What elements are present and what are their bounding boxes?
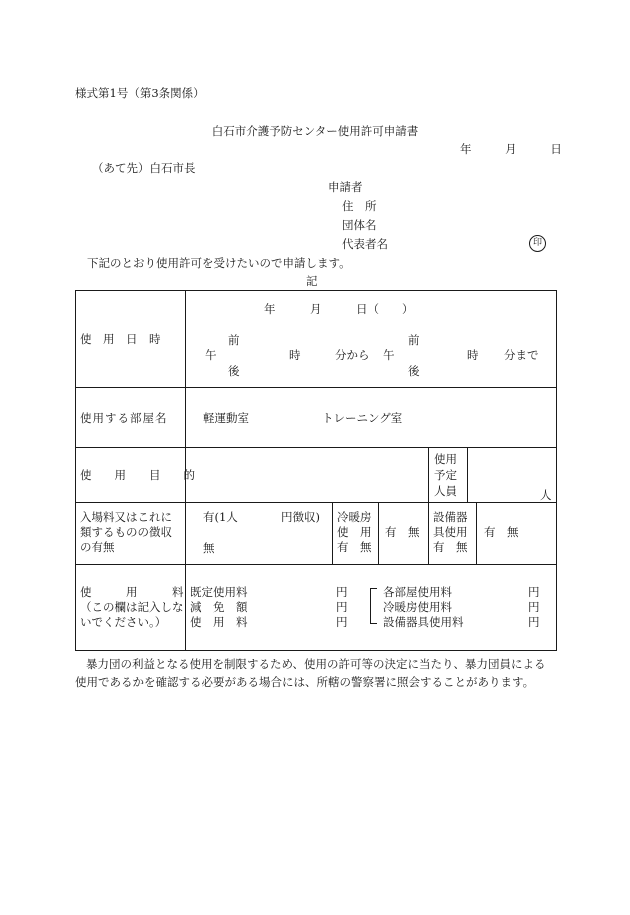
detail-row-unit: 円 bbox=[528, 585, 540, 599]
ac-label-1: 冷暖房 bbox=[337, 510, 372, 524]
hour-1: 時 bbox=[289, 348, 301, 362]
ac-value[interactable]: 有 無 bbox=[385, 525, 420, 539]
fee-yen-collected: 円徴収) bbox=[281, 510, 320, 524]
planned-label-1: 使用 bbox=[434, 452, 457, 466]
date-month: 月 bbox=[505, 142, 517, 156]
room-option-training[interactable]: トレーニング室 bbox=[322, 411, 403, 425]
table-divider bbox=[428, 447, 429, 502]
seal-mark: 印 bbox=[529, 235, 546, 252]
charge-row-label: 減 免 額 bbox=[190, 600, 248, 614]
fee-yes[interactable]: 有(1人 bbox=[203, 510, 238, 524]
detail-bracket bbox=[370, 588, 377, 624]
detail-row-unit: 円 bbox=[528, 615, 540, 629]
minute-until: 分まで bbox=[504, 348, 539, 362]
minute-from: 分から bbox=[335, 348, 370, 362]
footer-note: 暴力団の利益となる使用を制限するため、使用の許可等の決定に当たり、暴力団員による使用であるかを確認する必要がある場合には、所轄の警察署に照会することがあります。 bbox=[75, 657, 546, 689]
equip-label-1: 設備器 bbox=[433, 510, 468, 524]
table-divider bbox=[75, 502, 556, 503]
equip-label-3: 有 無 bbox=[433, 540, 468, 554]
charge-label-1: 使 用 料 bbox=[80, 585, 184, 599]
date-row: 年 月 日（ ） bbox=[264, 302, 414, 316]
table-divider bbox=[332, 502, 333, 564]
addressee: （あて先）白石市長 bbox=[92, 161, 196, 175]
table-divider bbox=[428, 502, 429, 564]
fee-label-3: の有無 bbox=[80, 540, 115, 554]
am-pm-zen-1: 前 bbox=[228, 333, 240, 347]
ac-label-2: 使 用 bbox=[337, 525, 372, 539]
planned-label-2: 予定 bbox=[434, 468, 457, 482]
charge-row-unit: 円 bbox=[336, 615, 348, 629]
table-divider bbox=[467, 447, 468, 502]
room-option-light-exercise[interactable]: 軽運動室 bbox=[203, 411, 249, 425]
form-number: 様式第1号（第3条関係） bbox=[75, 86, 205, 100]
detail-row-unit: 円 bbox=[528, 600, 540, 614]
charge-label-3: いでください。） bbox=[80, 615, 167, 629]
date-day: 日 bbox=[550, 142, 562, 156]
planned-unit: 人 bbox=[540, 488, 552, 502]
purpose-field[interactable] bbox=[190, 450, 424, 500]
am-pm-ato-1: 後 bbox=[228, 364, 240, 378]
equip-value[interactable]: 有 無 bbox=[484, 525, 519, 539]
fee-label-2: 類するものの徴収 bbox=[80, 525, 172, 539]
date-year: 年 bbox=[460, 142, 472, 156]
planned-label-3: 人員 bbox=[434, 484, 457, 498]
table-divider bbox=[378, 502, 379, 564]
datetime-label: 使 用 日 時 bbox=[80, 332, 161, 346]
applicant-label: 申請者 bbox=[328, 180, 363, 194]
charge-label-2: （この欄は記入しな bbox=[80, 600, 184, 614]
room-label: 使用する部屋名 bbox=[80, 411, 168, 425]
hour-2: 時 bbox=[467, 348, 479, 362]
fee-label-1: 入場料又はこれに bbox=[80, 510, 172, 524]
fee-no[interactable]: 無 bbox=[203, 541, 215, 555]
table-divider bbox=[75, 447, 556, 448]
equip-label-2: 具使用 bbox=[433, 525, 468, 539]
group-name-label: 団体名 bbox=[342, 218, 377, 232]
address-label: 住 所 bbox=[342, 199, 377, 213]
table-divider bbox=[75, 387, 556, 388]
charge-row-unit: 円 bbox=[336, 585, 348, 599]
document-title: 白石市介護予防センター使用許可申請書 bbox=[211, 124, 419, 138]
detail-row-label: 冷暖房使用料 bbox=[383, 600, 452, 614]
charge-row-label: 使 用 料 bbox=[190, 615, 248, 629]
am-pm-go-2: 午 bbox=[383, 348, 395, 362]
representative-label: 代表者名 bbox=[342, 237, 388, 251]
am-pm-ato-2: 後 bbox=[408, 364, 420, 378]
table-divider bbox=[476, 502, 477, 564]
charge-row-label: 既定使用料 bbox=[190, 585, 248, 599]
date-line bbox=[460, 142, 562, 156]
detail-row-label: 各部屋使用料 bbox=[383, 585, 452, 599]
charge-row-unit: 円 bbox=[336, 600, 348, 614]
am-pm-go-1: 午 bbox=[205, 348, 217, 362]
ki-mark: 記 bbox=[306, 274, 318, 288]
ac-label-3: 有 無 bbox=[337, 540, 372, 554]
table-divider bbox=[75, 564, 556, 565]
am-pm-zen-2: 前 bbox=[408, 333, 420, 347]
detail-row-label: 設備器具使用料 bbox=[383, 615, 464, 629]
request-text: 下記のとおり使用許可を受けたいので申請します。 bbox=[87, 256, 351, 270]
purpose-label: 使 用 目 的 bbox=[80, 468, 195, 482]
